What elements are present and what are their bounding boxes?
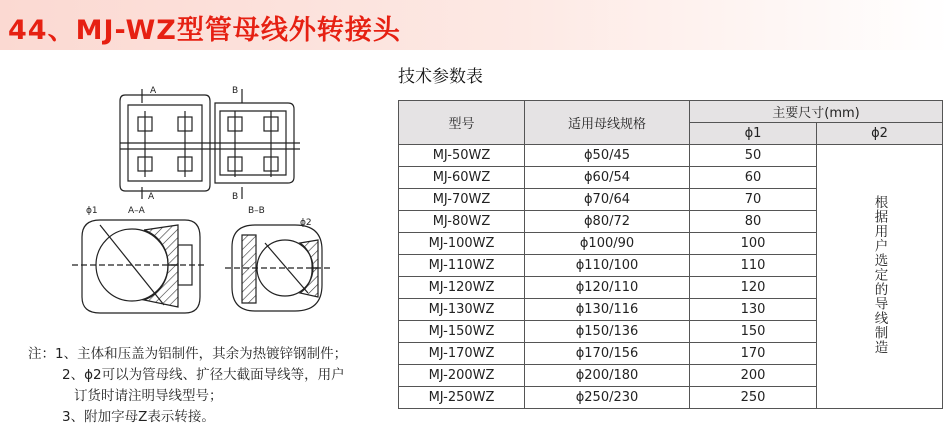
cell-phi2-note bbox=[817, 145, 943, 409]
cell-spec: ϕ100/90 bbox=[525, 233, 690, 255]
cell-model: MJ-110WZ bbox=[399, 255, 525, 277]
cell-model: MJ-50WZ bbox=[399, 145, 525, 167]
header-model: 型号 bbox=[399, 101, 525, 145]
cell-model: MJ-200WZ bbox=[399, 365, 525, 387]
note-3: 3、附加字母Z表示转接。 bbox=[62, 409, 215, 425]
section-title-aa: A–A bbox=[128, 206, 145, 216]
dimension-phi1: ϕ1 bbox=[86, 206, 98, 216]
spec-table bbox=[398, 100, 943, 409]
note-1: 注：1、主体和压盖为铝制件，其余为热镀锌钢制件； bbox=[28, 346, 348, 362]
note-2-continued: 订货时请注明导线型号； bbox=[74, 388, 223, 404]
phi2-note-text: 根据用户选定的导线制造 bbox=[871, 194, 888, 355]
cell-phi1: 170 bbox=[690, 343, 817, 365]
table-caption: 技术参数表 bbox=[398, 67, 483, 87]
title-banner bbox=[0, 0, 950, 50]
section-label-b-bottom: B bbox=[232, 192, 239, 202]
cell-spec: ϕ110/100 bbox=[525, 255, 690, 277]
cell-spec: ϕ200/180 bbox=[525, 365, 690, 387]
cell-phi1: 60 bbox=[690, 167, 817, 189]
cell-phi1: 110 bbox=[690, 255, 817, 277]
cell-model: MJ-130WZ bbox=[399, 299, 525, 321]
section-label-b-top: B bbox=[232, 86, 239, 96]
note-2: 2、ϕ2可以为管母线、扩径大截面导线等，用户 bbox=[62, 367, 345, 383]
cell-model: MJ-120WZ bbox=[399, 277, 525, 299]
cell-model: MJ-170WZ bbox=[399, 343, 525, 365]
cell-model: MJ-60WZ bbox=[399, 167, 525, 189]
cell-spec: ϕ80/72 bbox=[525, 211, 690, 233]
cell-phi1: 250 bbox=[690, 387, 817, 409]
dimension-phi2: ϕ2 bbox=[300, 218, 312, 228]
cell-spec: ϕ70/64 bbox=[525, 189, 690, 211]
table-row bbox=[399, 145, 943, 167]
cell-model: MJ-100WZ bbox=[399, 233, 525, 255]
cell-spec: ϕ250/230 bbox=[525, 387, 690, 409]
section-label-a-top: A bbox=[150, 86, 157, 96]
section-title-bb: B–B bbox=[248, 206, 265, 216]
cell-phi1: 150 bbox=[690, 321, 817, 343]
cell-spec: ϕ50/45 bbox=[525, 145, 690, 167]
cell-model: MJ-80WZ bbox=[399, 211, 525, 233]
cell-model: MJ-250WZ bbox=[399, 387, 525, 409]
spec-table-body bbox=[399, 145, 943, 409]
cell-model: MJ-70WZ bbox=[399, 189, 525, 211]
cell-phi1: 100 bbox=[690, 233, 817, 255]
cell-spec: ϕ120/110 bbox=[525, 277, 690, 299]
cell-phi1: 200 bbox=[690, 365, 817, 387]
cell-spec: ϕ130/116 bbox=[525, 299, 690, 321]
cell-model: MJ-150WZ bbox=[399, 321, 525, 343]
cell-phi1: 50 bbox=[690, 145, 817, 167]
cell-spec: ϕ60/54 bbox=[525, 167, 690, 189]
cell-phi1: 120 bbox=[690, 277, 817, 299]
header-spec: 适用母线规格 bbox=[525, 101, 690, 145]
section-label-a-bottom: A bbox=[148, 192, 155, 202]
cell-spec: ϕ150/136 bbox=[525, 321, 690, 343]
cell-spec: ϕ170/156 bbox=[525, 343, 690, 365]
header-phi1: ϕ1 bbox=[690, 123, 817, 145]
cell-phi1: 130 bbox=[690, 299, 817, 321]
notes bbox=[28, 344, 347, 428]
cell-phi1: 80 bbox=[690, 211, 817, 233]
header-main-dims: 主要尺寸(mm) bbox=[690, 101, 943, 123]
header-phi2: ϕ2 bbox=[817, 123, 943, 145]
page-title: 44、MJ-WZ型管母线外转接头 bbox=[8, 15, 401, 46]
technical-drawing bbox=[60, 75, 360, 335]
cell-phi1: 70 bbox=[690, 189, 817, 211]
